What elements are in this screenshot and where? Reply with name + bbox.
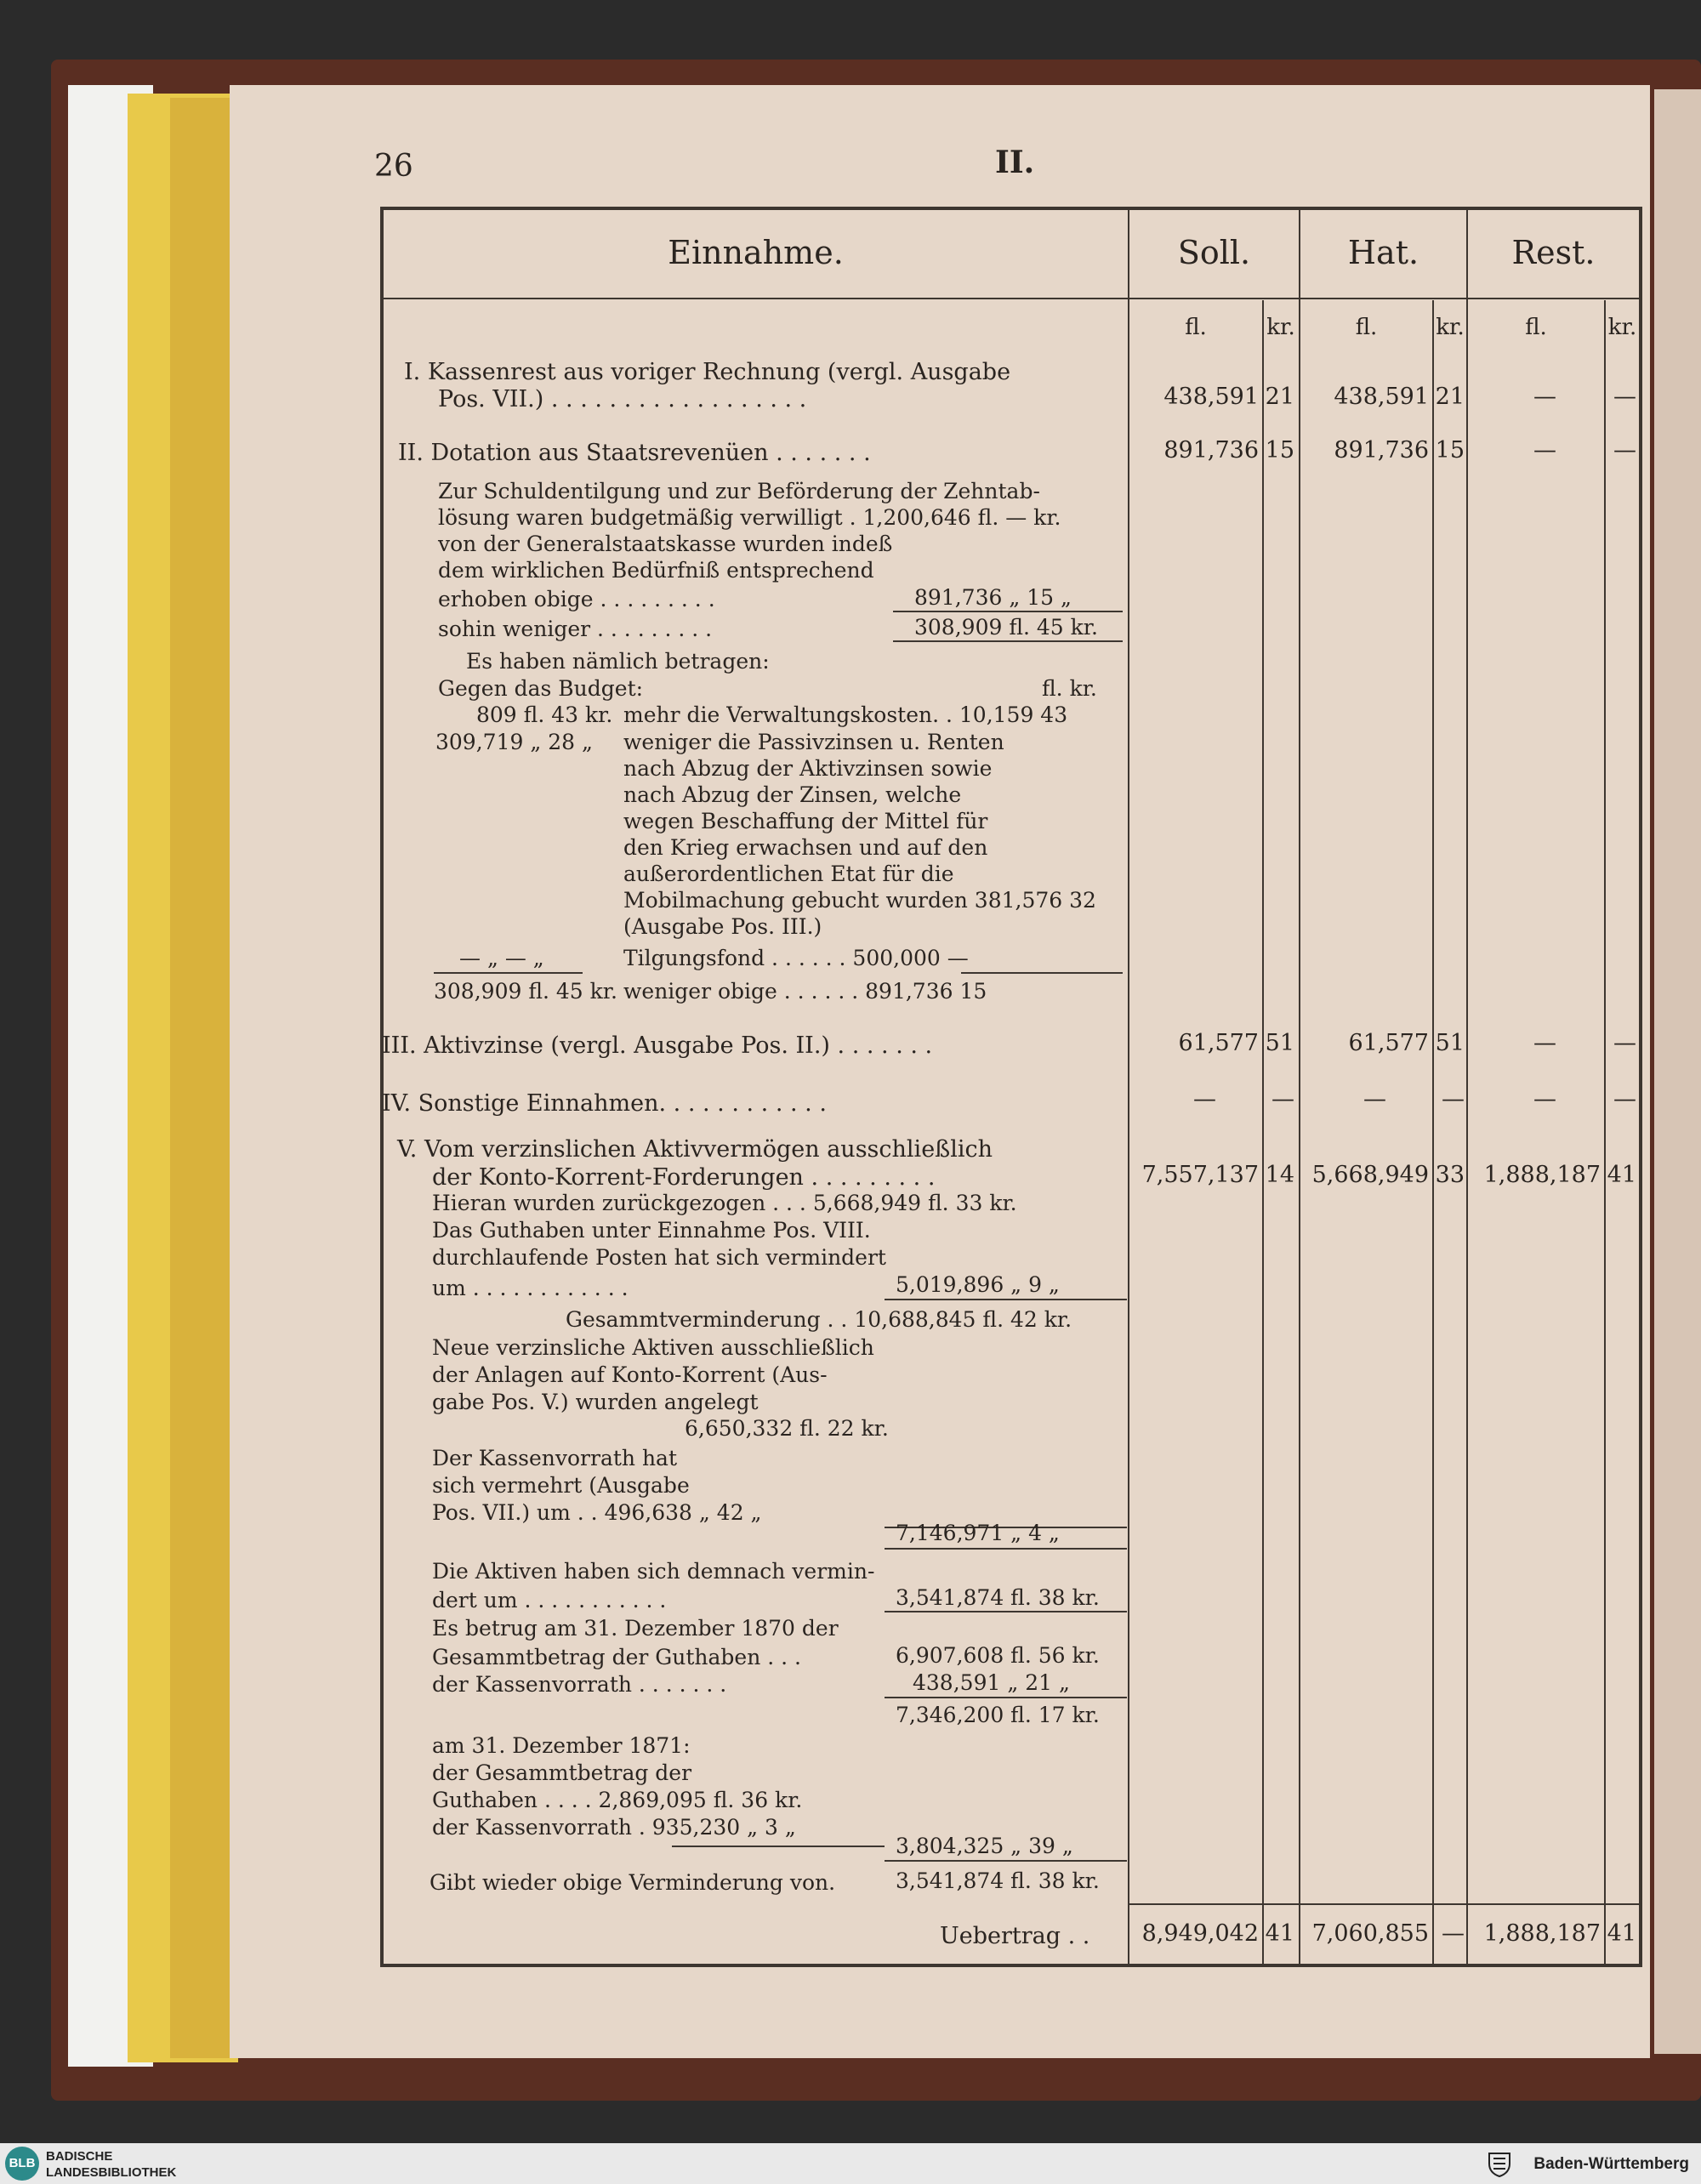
detail-5-line: 6,650,332 fl. 22 kr. — [685, 1416, 889, 1441]
detail-5-line: der Kassenvorrath . 935,230 „ 3 „ — [432, 1815, 796, 1840]
row-5-label-cont: der Konto-Korrent-Forderungen . . . . . . . . . — [432, 1164, 936, 1191]
total-soll-fl: 8,949,042 — [1141, 1920, 1259, 1947]
row-1-soll-kr: 21 — [1265, 384, 1294, 410]
unit-kr: kr. — [1266, 315, 1295, 340]
total-label: Uebertrag . . — [940, 1923, 1090, 1949]
detail-2-line: Es haben nämlich betragen: — [466, 649, 770, 674]
row-1-rest-kr: — — [1613, 384, 1636, 410]
row-1-hat-kr: 21 — [1435, 384, 1465, 410]
detail-5-amount: 6,907,608 fl. 56 kr. — [896, 1643, 1100, 1668]
detail-2-line: Zur Schuldentilgung und zur Beförderung der Zehntab- — [438, 479, 1040, 503]
detail-2-amount: 308,909 fl. 45 kr. — [914, 615, 1098, 640]
sum-rule — [885, 1860, 1127, 1862]
total-rest: 1,888,187 — [1483, 1920, 1601, 1947]
header-soll: Soll. — [1177, 234, 1251, 271]
detail-2-line: erhoben obige . . . . . . . . . — [438, 587, 715, 611]
detail-5-line: Es betrug am 31. Dezember 1870 der — [432, 1616, 839, 1641]
detail-5-line: Neue verzinsliche Aktiven ausschließlich — [432, 1335, 874, 1360]
row-5-label: V. Vom verzinslichen Aktivvermögen ausschließlich — [397, 1136, 993, 1163]
row-4-hat-kr: — — [1442, 1086, 1465, 1112]
detail-5-line: Der Kassenvorrath hat — [432, 1446, 678, 1470]
viewer-footer — [0, 2143, 1701, 2184]
row-1-hat-fl: 438,591 — [1334, 384, 1429, 410]
row-2-soll-fl: 891,736 — [1163, 437, 1259, 464]
row-3-rest-kr: — — [1613, 1030, 1636, 1056]
detail-5-line: Guthaben . . . . 2,869,095 fl. 36 kr. — [432, 1788, 803, 1812]
detail-5-line: Das Guthaben unter Einnahme Pos. VIII. — [432, 1218, 871, 1243]
detail-2-line: 809 fl. 43 kr. — [476, 702, 613, 727]
detail-2-line: mehr die Verwaltungskosten. . 10,159 43 — [623, 702, 1068, 727]
detail-5-line: am 31. Dezember 1871: — [432, 1733, 691, 1758]
blb-logo[interactable]: BLB — [5, 2147, 39, 2181]
total-hat-fl: 7,060,855 — [1311, 1920, 1429, 1947]
kr-divider-hat — [1432, 300, 1434, 1964]
detail-5-line: um . . . . . . . . . . . . — [432, 1276, 629, 1300]
section-number: II. — [995, 145, 1035, 180]
row-5-rest: 1,888,187 — [1483, 1162, 1601, 1188]
kr-divider-soll — [1262, 300, 1264, 1964]
unit-fl: fl. — [1525, 315, 1547, 340]
detail-2-line: nach Abzug der Zinsen, welche — [623, 782, 962, 807]
detail-5-line: gabe Pos. V.) wurden angelegt — [432, 1390, 759, 1414]
detail-2-amount: 891,736 „ 15 „ — [914, 585, 1072, 610]
detail-5-amount: 7,346,200 fl. 17 kr. — [896, 1703, 1100, 1727]
row-3-soll-kr: 51 — [1265, 1030, 1294, 1056]
row-4-label: IV. Sonstige Einnahmen. . . . . . . . . . . . — [382, 1090, 827, 1117]
row-4-soll: — — [1193, 1086, 1216, 1112]
total-hat-kr: — — [1442, 1920, 1465, 1947]
detail-2-line: dem wirklichen Bedürfniß entsprechend — [438, 558, 874, 583]
sum-rule — [885, 1697, 1127, 1698]
detail-5-line: der Anlagen auf Konto-Korrent (Aus- — [432, 1362, 828, 1387]
total-rule — [1128, 1903, 1639, 1905]
row-3-rest: — — [1533, 1030, 1556, 1056]
detail-2-line: nach Abzug der Aktivzinsen sowie — [623, 756, 993, 781]
detail-5-amount: 3,541,874 fl. 38 kr. — [896, 1868, 1100, 1893]
sum-rule — [672, 1846, 885, 1847]
detail-5-line: Gesammtbetrag der Guthaben . . . — [432, 1645, 802, 1669]
col-divider-soll — [1128, 210, 1129, 1964]
detail-2-line: außerordentlichen Etat für die — [623, 862, 954, 886]
bw-label[interactable]: Baden-Württemberg — [1533, 2155, 1689, 2173]
row-2-label: II. Dotation aus Staatsrevenüen . . . . . . . — [398, 440, 871, 466]
detail-5-amount: 438,591 „ 21 „ — [913, 1670, 1070, 1695]
header-rule — [384, 298, 1639, 299]
row-3-hat-fl: 61,577 — [1348, 1030, 1429, 1056]
detail-2-units: fl. kr. — [1042, 676, 1097, 701]
detail-2-line: den Krieg erwachsen und auf den — [623, 835, 988, 860]
detail-2-line: von der Generalstaatskasse wurden indeß — [438, 532, 893, 556]
total-rest-kr: 41 — [1607, 1920, 1636, 1947]
row-4-hat: — — [1363, 1086, 1386, 1112]
detail-2-line: lösung waren budgetmäßig verwilligt . 1,200,646 fl. — kr. — [438, 505, 1061, 530]
header-rest: Rest. — [1511, 234, 1596, 271]
row-3-label: III. Aktivzinse (vergl. Ausgabe Pos. II.) . . . . . . . — [382, 1032, 933, 1059]
row-2-soll-kr: 15 — [1265, 437, 1294, 464]
facing-page — [1654, 89, 1701, 2054]
row-5-rest-kr: 41 — [1607, 1162, 1636, 1188]
detail-2-line: weniger obige . . . . . . 891,736 15 — [623, 979, 987, 1004]
col-divider-rest — [1466, 210, 1468, 1964]
row-1-label-cont: Pos. VII.) . . . . . . . . . . . . . . . . . . — [438, 386, 807, 412]
sum-rule — [885, 1548, 1127, 1550]
detail-2-line: Gegen das Budget: — [438, 676, 644, 701]
sum-rule — [893, 611, 1123, 612]
detail-5-amount: 7,146,971 „ 4 „ — [896, 1521, 1060, 1545]
row-4-rest: — — [1533, 1086, 1556, 1112]
unit-kr: kr. — [1436, 315, 1465, 340]
sum-rule — [434, 972, 583, 974]
row-5-soll-fl: 7,557,137 — [1141, 1162, 1259, 1188]
row-4-soll-kr: — — [1271, 1086, 1294, 1112]
detail-2-line: sohin weniger . . . . . . . . . — [438, 617, 713, 641]
blb-line-1: BADISCHE — [46, 2149, 113, 2164]
detail-5-amount: 3,541,874 fl. 38 kr. — [896, 1585, 1100, 1610]
total-soll-kr: 41 — [1265, 1920, 1294, 1947]
row-2-hat-kr: 15 — [1435, 437, 1465, 464]
kr-divider-rest — [1604, 300, 1606, 1964]
row-1-soll-fl: 438,591 — [1163, 384, 1259, 410]
row-2-rest: — — [1533, 437, 1556, 464]
blb-line-2: LANDESBIBLIOTHEK — [46, 2165, 177, 2180]
detail-2-line: Mobilmachung gebucht wurden 381,576 32 — [623, 888, 1096, 913]
page-number: 26 — [374, 149, 413, 184]
col-divider-hat — [1299, 210, 1300, 1964]
detail-5-line: der Gesammtbetrag der — [432, 1760, 692, 1785]
unit-fl: fl. — [1355, 315, 1378, 340]
detail-5-line: Gesammtverminderung . . 10,688,845 fl. 42 kr. — [566, 1307, 1072, 1332]
page-edges-inner — [170, 98, 238, 2058]
sum-rule — [885, 1299, 1127, 1300]
detail-5-line: Hieran wurden zurückgezogen . . . 5,668,949 fl. 33 kr. — [432, 1191, 1017, 1215]
header-hat: Hat. — [1347, 234, 1419, 271]
unit-kr: kr. — [1607, 315, 1637, 340]
row-5-hat-kr: 33 — [1435, 1162, 1465, 1188]
detail-5-line: Gibt wieder obige Verminderung von. — [430, 1870, 836, 1895]
detail-5-line: Die Aktiven haben sich demnach vermin- — [432, 1559, 875, 1584]
detail-2-line: — „ — „ — [459, 946, 544, 970]
unit-fl: fl. — [1185, 315, 1207, 340]
detail-2-line: weniger die Passivzinsen u. Renten — [623, 730, 1004, 754]
detail-5-line: Pos. VII.) um . . 496,638 „ 42 „ — [432, 1500, 762, 1525]
row-2-hat-fl: 891,736 — [1334, 437, 1429, 464]
header-einnahme: Einnahme. — [668, 234, 844, 271]
detail-5-amount: 3,804,325 „ 39 „ — [896, 1834, 1073, 1858]
row-1-label: I. Kassenrest aus voriger Rechnung (vergl. Ausgabe — [404, 359, 1011, 385]
row-3-hat-kr: 51 — [1435, 1030, 1465, 1056]
row-5-soll-kr: 14 — [1265, 1162, 1294, 1188]
row-2-rest-kr: — — [1613, 437, 1636, 464]
detail-5-line: dert um . . . . . . . . . . . — [432, 1588, 667, 1612]
row-5-hat-fl: 5,668,949 — [1311, 1162, 1429, 1188]
row-1-rest: — — [1533, 384, 1556, 410]
blb-name — [46, 2148, 176, 2181]
sum-rule — [961, 972, 1123, 974]
sum-rule — [893, 640, 1123, 642]
detail-2-line: 308,909 fl. 45 kr. — [434, 979, 617, 1004]
bw-coat-of-arms-icon — [1487, 2150, 1512, 2177]
detail-5-amount: 5,019,896 „ 9 „ — [896, 1272, 1060, 1297]
detail-5-line: durchlaufende Posten hat sich vermindert — [432, 1245, 886, 1270]
row-4-rest-kr: — — [1613, 1086, 1636, 1112]
detail-5-line: der Kassenvorrath . . . . . . . — [432, 1672, 727, 1697]
detail-2-line: wegen Beschaffung der Mittel für — [623, 809, 988, 833]
detail-5-line: sich vermehrt (Ausgabe — [432, 1473, 690, 1498]
detail-2-line: Tilgungsfond . . . . . . 500,000 — — [623, 946, 969, 970]
detail-2-line: 309,719 „ 28 „ — [435, 730, 593, 754]
sum-rule — [885, 1611, 1127, 1612]
detail-2-line: (Ausgabe Pos. III.) — [623, 914, 822, 939]
row-3-soll-fl: 61,577 — [1178, 1030, 1259, 1056]
